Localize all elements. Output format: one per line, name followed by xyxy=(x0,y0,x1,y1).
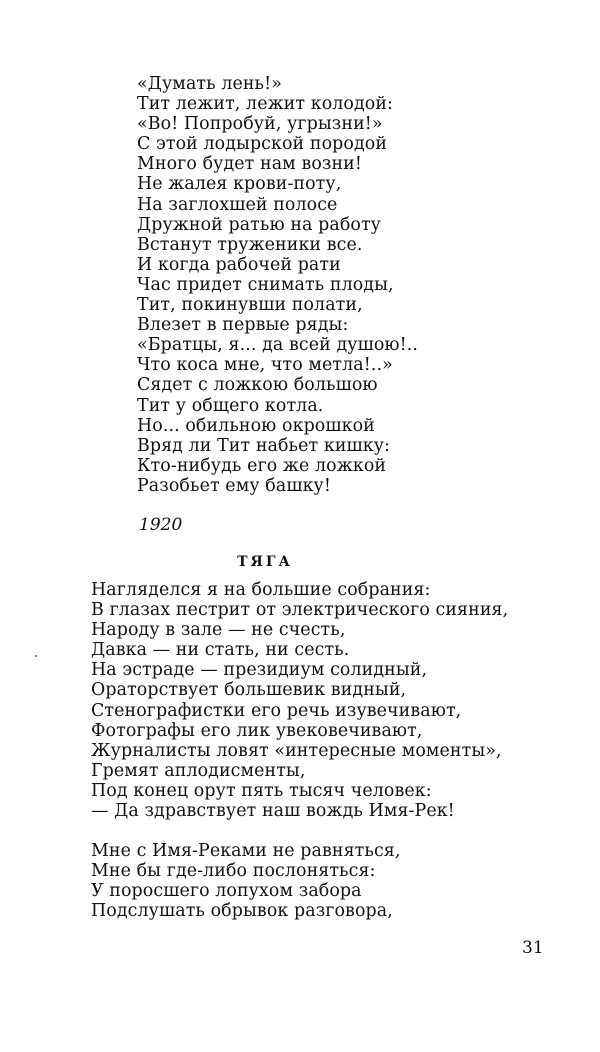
poem-line: Фотографы его лик увековечивают, xyxy=(91,720,423,741)
poem-line: Влезет в первые ряды: xyxy=(137,315,349,336)
poem-line: Но... обильною окрошкой xyxy=(137,415,375,436)
poem-line: Мне с Имя-Реками не равняться, xyxy=(91,841,401,861)
poem-line: Не жалея крови-поту, xyxy=(137,174,342,195)
print-speck xyxy=(35,655,37,657)
poem-line: — Да здравствует наш вождь Имя-Рек! xyxy=(91,801,455,822)
poem-line: На эстраде — президиум солидный, xyxy=(91,660,428,681)
poem-title: ТЯГА xyxy=(237,554,293,570)
poem-line: «Во! Попробуй, угрызни!» xyxy=(137,114,383,135)
poem-line: Тит у общего котла. xyxy=(137,395,324,416)
poem-line: Давка — ни стать, ни сесть. xyxy=(91,640,350,661)
poem-line: На заглохшей полосе xyxy=(137,194,338,215)
poem-line: «Братцы, я... да всей душою!.. xyxy=(137,335,419,356)
poem-line: С этой лодырской породой xyxy=(137,134,388,155)
poem-line: И когда рабочей рати xyxy=(137,254,341,275)
poem-line: Народу в зале — не счесть, xyxy=(91,620,346,641)
poem-2-stanza-2 xyxy=(91,841,401,921)
poem-line: Встанут труженики все. xyxy=(137,234,363,255)
poem-line: Подслушать обрывок разговора, xyxy=(91,901,393,922)
poem-line: Час придет снимать плоды, xyxy=(137,274,394,295)
poem-line: Мне бы где-либо послоняться: xyxy=(91,861,376,882)
poem-line: Дружной ратью на работу xyxy=(137,214,382,235)
poem-1-text xyxy=(137,74,418,496)
poem-line: У поросшего лопухом забора xyxy=(91,881,362,902)
poem-line: Нагляделся я на большие собрания: xyxy=(91,580,431,600)
poem-line: Что коса мне, что метла!..» xyxy=(137,355,393,376)
poem-2-stanza-1 xyxy=(91,580,508,821)
poem-line: Гремят аплодисменты, xyxy=(91,760,306,781)
poem-line: Ораторствует большевик видный, xyxy=(91,680,407,701)
poem-line: Стенографистки его речь изувечивают, xyxy=(91,700,462,721)
poem-line: Сядет с ложкою большою xyxy=(137,375,378,396)
poem-line: Вряд ли Тит набьет кишку: xyxy=(137,435,391,456)
poem-line: Кто-нибудь его же ложкой xyxy=(137,455,387,476)
poem-line: Много будет нам возни! xyxy=(137,154,362,175)
poem-line: Разобьет ему башку! xyxy=(137,475,331,496)
poem-line: Тит лежит, лежит колодой: xyxy=(137,94,394,115)
poem-line: «Думать лень!» xyxy=(137,74,282,94)
poem-line: Под конец орут пять тысяч человек: xyxy=(91,780,432,801)
page-number: 31 xyxy=(522,938,544,958)
poem-line: Тит, покинувши полати, xyxy=(137,295,363,316)
poem-date: 1920 xyxy=(139,515,183,535)
poem-line: В глазах пестрит от электрического сияния, xyxy=(91,600,509,621)
poem-line: Журналисты ловят «интересные моменты», xyxy=(91,740,502,761)
